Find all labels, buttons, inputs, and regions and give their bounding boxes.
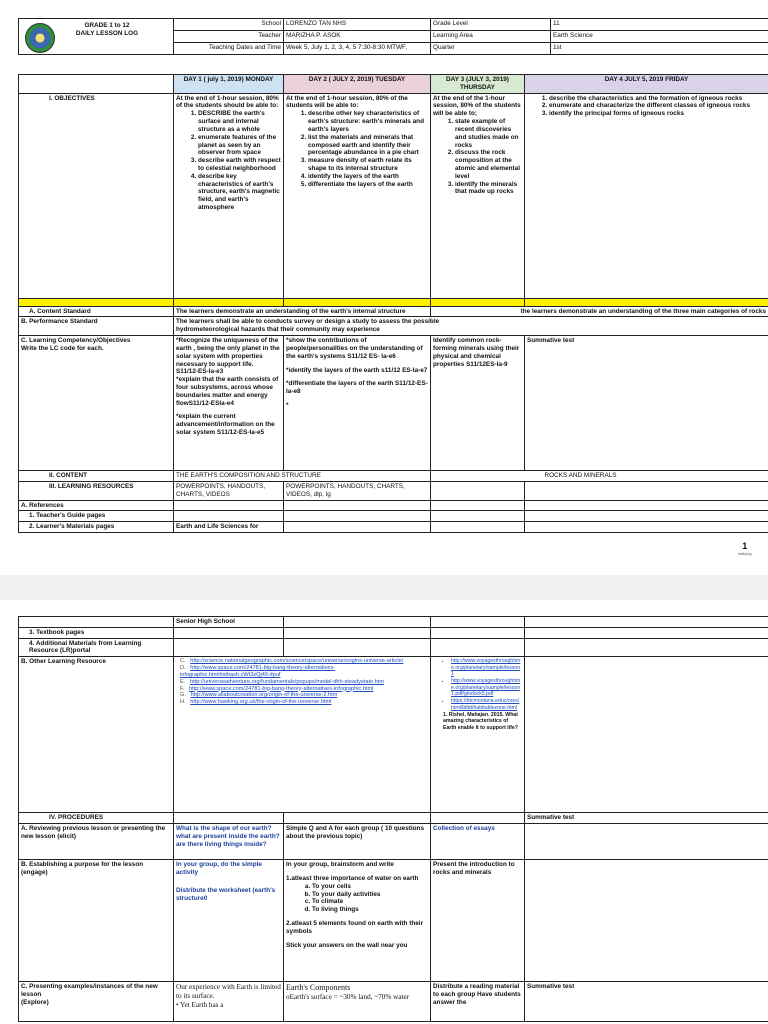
procedure-text: In your group, brainstorm and write bbox=[286, 861, 394, 869]
day-2-header: DAY 2 ( JULY 2, 2019) TUESDAY bbox=[284, 75, 431, 94]
procedure-text: oEarth's surface = ~30% land, ~70% water bbox=[286, 992, 410, 1001]
day-1-links: C. http://science.nationalgeographic.com/science/space/universe/origins-universe-article/ D. http://www.space.com/24781-big-bang-theory-alternatives-infographic.html#sthash.cWt3zQj49.dpuf E. http://universeadventure.org/fundamentals/popups/model-dhh-steadystate.htm F. http://www.space.com/24781-big-bang-theory-alternatives-infographic.html G. http://www.allaboutcreation.org/origin-of-the-universe-2.htm H. http://www.hawking.org.uk/the-origin-of-the-universe.html bbox=[174, 657, 431, 813]
content-right: ROCKS AND MINERALS bbox=[431, 471, 768, 482]
page-number bbox=[738, 541, 752, 557]
procedure-c-label: C. Presenting examples/instances of the new lesson bbox=[21, 983, 158, 998]
procedure-a-day-1: What is the shape of our earth? what are present inside the earth? are there living things inside? bbox=[174, 824, 284, 860]
textbook-label: 3. Textbook pages bbox=[19, 627, 174, 638]
title-line-1: GRADE 1 to 12 bbox=[84, 22, 130, 29]
day-3-objective-item: 2. discuss the rock composition at the atomic and elemental level bbox=[455, 149, 522, 180]
resource-link[interactable]: http://science.nationalgeographic.com/science/space/universe/origins-universe-article/ bbox=[190, 658, 404, 665]
competency-text: *differentiate the layers of the earth S11/12-ES-Ia-e8 bbox=[286, 380, 428, 396]
competency-text: * bbox=[286, 401, 289, 409]
procedure-c-label-cell bbox=[19, 982, 174, 1022]
procedures-label: IV. PROCEDURES bbox=[19, 813, 174, 824]
day-4-objective-item: 1. describe the characteristics and the formation of igneous rocks bbox=[549, 95, 766, 103]
procedure-b-label: B. Establishing a purpose for the lesson (engage) bbox=[19, 860, 174, 982]
procedure-c-sublabel: (Explore) bbox=[21, 998, 49, 1006]
procedure-c-day-2 bbox=[284, 982, 431, 1022]
other-resources-label: B. Other Learning Resource bbox=[19, 657, 174, 813]
teacher-label: Teacher bbox=[174, 31, 284, 43]
resource-link[interactable]: http://universeadventure.org/fundamentals/popups/model-dhh-steadystate.htm bbox=[189, 678, 385, 685]
performance-standard-text: The learners shall be able to conducts survey or design a study to assess the possible hydrometeorological hazards that their community may experience bbox=[174, 317, 768, 336]
day-1-resources: POWERPOINTS, HANDOUTS, CHARTS, VIDEOS bbox=[174, 481, 284, 500]
content-standard-right: the learners demonstrate an understanding of the three main categories of rocks bbox=[431, 306, 768, 317]
procedure-text: Our experience with Earth is limited to its surface. bbox=[176, 983, 281, 1000]
day-2-objective-item: 5. differentiate the layers of the earth bbox=[308, 181, 428, 189]
day-1-competency bbox=[174, 336, 284, 471]
day-4-resources bbox=[525, 481, 768, 500]
procedure-b-day-3: Present the introduction to rocks and minerals bbox=[431, 860, 525, 982]
procedure-a-label: A. Reviewing previous lesson or presenting the new lesson (elicit) bbox=[19, 824, 174, 860]
day-3-objective-item: 3. identify the minerals that made up rocks bbox=[455, 181, 522, 197]
day-2-objective-item: 2. list the materials and minerals that composed earth and identify their percentage abundance in a pie chart bbox=[308, 134, 428, 157]
competency-text: *show the contributions of people/personalities on the understanding of the earth's systems S11/12 ES- Ia-e6 bbox=[286, 337, 423, 360]
day-2-objectives-intro: At the end of 1-hour session, 80% of the students will be able to: bbox=[286, 94, 408, 110]
procedure-text: Stick your answers on the wall near you bbox=[286, 941, 408, 949]
lesson-log-table-continued bbox=[18, 616, 768, 1022]
day-2-competency bbox=[284, 336, 431, 471]
resource-link[interactable]: http://www.voyagesthroughtime.org/planetary/sample/lesson1.pdf/giodock5.pdf bbox=[451, 678, 521, 697]
deped-seal-icon bbox=[25, 23, 55, 53]
grade-level-value: 11 bbox=[551, 19, 768, 31]
day-1-objective-item: 2. enumerate features of the planet as seen by an observer from space bbox=[198, 134, 281, 157]
resource-link[interactable]: http://www.voyagesthroughtime.org/planetary/sample/lesson1 bbox=[451, 658, 521, 677]
header-title-cell bbox=[19, 19, 174, 55]
learners-materials-day-1: Earth and Life Sciences for bbox=[174, 522, 284, 533]
school-value: LORENZO TAN NHS bbox=[284, 19, 431, 31]
procedure-text: • Yet Earth has a bbox=[176, 1000, 224, 1009]
procedure-text: 1.atleast three importance of water on earth bbox=[286, 874, 419, 882]
procedure-text: In your group, do the simple activity bbox=[176, 861, 262, 876]
competency-text: *explain that the earth consists of four subsystems, across whose boundaries matter and energy flowS11/12-ESIa-e4 bbox=[176, 376, 279, 407]
resource-link[interactable]: http://www.hawking.org.uk/the-origin-of-the-universe.html bbox=[190, 699, 332, 706]
day-4-competency: Summative test bbox=[525, 336, 768, 471]
page-2 bbox=[0, 600, 768, 1024]
competency-sublabel: Write the LC code for each. bbox=[21, 344, 104, 352]
content-left: THE EARTH'S COMPOSITION AND STRUCTURE bbox=[174, 471, 431, 482]
day-3-header: DAY 3 (JULY 3, 2019) THURSDAY bbox=[431, 75, 525, 94]
procedure-b-day-2 bbox=[284, 860, 431, 982]
grade-level-label: Grade Level bbox=[431, 19, 551, 31]
content-standard-left: The learners demonstrate an understanding of the earth's internal structure bbox=[174, 306, 431, 317]
day-1-objective-item: 4. describe key characteristics of earth's structure, earth's magnetic field, and earth's atmosphere bbox=[198, 173, 281, 212]
day-4-objective-item: 2. enumerate and characterize the different classes of igneous rocks bbox=[549, 102, 766, 110]
day-1-objective-item: 1. DESCRIBE the earth's surface and internal structure as a whole bbox=[198, 110, 281, 133]
procedure-list-item: a. To your cells bbox=[312, 883, 428, 891]
day-3-objective-item: 1. state example of recent discoveries and studies made on rocks bbox=[455, 118, 522, 149]
day-3-competency: Identify common rock-forming minerals using their physical and chemical properties S11/12ES-Ia-9 bbox=[431, 336, 525, 471]
procedure-text: 2.atleast 5 elements found on earth with their symbols bbox=[286, 919, 424, 935]
procedure-c-day-3: Distribute a reading material to each group Have students answer the bbox=[431, 982, 525, 1022]
day-3-resources bbox=[431, 481, 525, 500]
procedure-a-day-3: Collection of essays bbox=[431, 824, 525, 860]
day-4-header: DAY 4 JULY 5, 2019 FRIDAY bbox=[525, 75, 768, 94]
day-1-objective-item: 3. describe earth with respect to celestial neighborhood bbox=[198, 157, 281, 173]
resource-link[interactable]: https://btcmontana.educ/ores/html/bittd/habitablezone.html bbox=[451, 698, 520, 711]
procedure-b-day-1 bbox=[174, 860, 284, 982]
dates-label: Teaching Dates and Time bbox=[174, 43, 284, 55]
day-4-objective-item: 3. identify the principal forms of igneous rocks bbox=[549, 110, 766, 118]
resource-link[interactable]: http://www.space.com/24781-big-bang-theory-alternatives-infographic.html#sthash.cWt3zQj49.dpuf bbox=[180, 665, 336, 678]
lesson-log-table bbox=[18, 74, 768, 533]
day-4-objectives bbox=[525, 93, 768, 298]
competency-label-cell bbox=[19, 336, 174, 471]
procedure-a-day-2: Simple Q and A for each group ( 10 questions about the previous topic) bbox=[284, 824, 431, 860]
resource-link[interactable]: http://www.space.com/24781-big-bang-theory-alternatives-infographic.html bbox=[189, 685, 374, 692]
procedure-list-item: b. To your daily activities bbox=[312, 891, 428, 899]
quarter-label: Quarter bbox=[431, 43, 551, 55]
procedure-list-item: c. To climate bbox=[312, 898, 428, 906]
day-2-objective-item: 4. identify the layers of the earth bbox=[308, 173, 428, 181]
resource-link[interactable]: http://www.allaboutcreation.org/origin-of-the-universe-2.htm bbox=[190, 692, 338, 699]
header-table bbox=[18, 18, 768, 55]
highlight-strip bbox=[525, 298, 768, 306]
performance-standard-label: B. Performance Standard bbox=[19, 317, 174, 336]
page-gap bbox=[0, 575, 768, 600]
competency-text: *identify the layers of the earth s11/12 ES-Ia-e7 bbox=[286, 366, 428, 374]
learning-area-label: Learning Area bbox=[431, 31, 551, 43]
procedure-text: Earth's Components bbox=[286, 983, 351, 993]
highlight-strip bbox=[19, 298, 174, 306]
day-3-objectives-intro: At the end of the 1-hour session, 80% of the students will be able to; bbox=[433, 94, 521, 118]
competency-text: *Recognize the uniqueness of the earth , being the only planet in the solar system with properties necessary to support life. bbox=[176, 337, 280, 368]
objectives-label: I. OBJECTIVES bbox=[19, 93, 174, 298]
learning-area-value: Earth Science bbox=[551, 31, 768, 43]
day-2-objective-item: 3. measure density of earth relate its shape to its internal structure bbox=[308, 157, 428, 173]
teacher-value: MARIZHA P. ASOK bbox=[284, 31, 431, 43]
content-label: II. CONTENT bbox=[19, 471, 174, 482]
day-1-objectives-intro: At the end of 1-hour session, 80% of the students should be able to: bbox=[176, 94, 279, 110]
page-number-text: 1 bbox=[742, 541, 748, 551]
dates-value: Week 5, July 1, 2, 3, 4, 5 7:30-8:30 MTWF, bbox=[284, 43, 431, 55]
competency-code: S11/12-ES-Ia-e3 bbox=[176, 368, 224, 376]
procedures-day-4: Summative test bbox=[525, 813, 768, 824]
procedure-c-day-4: Summative test bbox=[525, 982, 768, 1022]
title-line-2: DAILY LESSON LOG bbox=[75, 29, 139, 37]
day-2-resources: POWERPOINTS, HANDOUTS, CHARTS, VIDEOS, dlp, lg bbox=[284, 481, 431, 500]
highlight-strip bbox=[174, 298, 284, 306]
day-2-objectives bbox=[284, 93, 431, 298]
resources-label: III. LEARNING RESOURCES bbox=[19, 481, 174, 500]
learners-materials-label: 2. Learner's Materials pages bbox=[19, 522, 174, 533]
day-1-header: DAY 1 ( july 1, 2019) MONDAY bbox=[174, 75, 284, 94]
highlight-strip bbox=[284, 298, 431, 306]
reference-citation: Rishel, Mahajan. 2015. What amazing characteristics of Earth enable it to support life? bbox=[443, 712, 518, 731]
procedure-text: Distribute the worksheet (earth's structure0 bbox=[176, 886, 276, 902]
content-standard-label: A. Content Standard bbox=[19, 306, 174, 317]
procedure-c-day-1 bbox=[174, 982, 284, 1022]
quarter-value: 1st bbox=[551, 43, 768, 55]
procedure-list-item: d. To living things bbox=[312, 906, 428, 914]
competency-label: C. Learning Competency/Objectives bbox=[21, 337, 131, 345]
learners-materials-continued: Senior High School bbox=[174, 617, 284, 628]
footer-note: dailylog bbox=[738, 550, 752, 556]
additional-materials-label: 4. Additional Materials from Learning Resource (LR)portal bbox=[19, 638, 174, 657]
school-label: School bbox=[174, 19, 284, 31]
teachers-guide-label: 1. Teacher's Guide pages bbox=[19, 511, 174, 522]
day-3-objectives bbox=[431, 93, 525, 298]
blank-header-cell bbox=[19, 75, 174, 94]
day-3-links: • http://www.voyagesthroughtime.org/planetary/sample/lesson1 • http://www.voyagesthroughtime.org/planetary/sample/lesson1.pdf/giodock5.pdf • https://btcmontana.educ/ores/html/bittd/habitablezone.html 1. Rishel, Mahajan. 2015. What amazing characteristics of Earth enable it to support life? bbox=[431, 657, 525, 813]
competency-text: *explain the current advancement/information on the solar system S11/12-ES-Ia-e5 bbox=[176, 413, 275, 436]
references-label: A. References bbox=[19, 500, 174, 511]
day-2-objective-item: 1. describe other key characteristics of earth's structure: earth's minerals and earth's layers bbox=[308, 110, 428, 133]
highlight-strip bbox=[431, 298, 525, 306]
day-1-objectives bbox=[174, 93, 284, 298]
